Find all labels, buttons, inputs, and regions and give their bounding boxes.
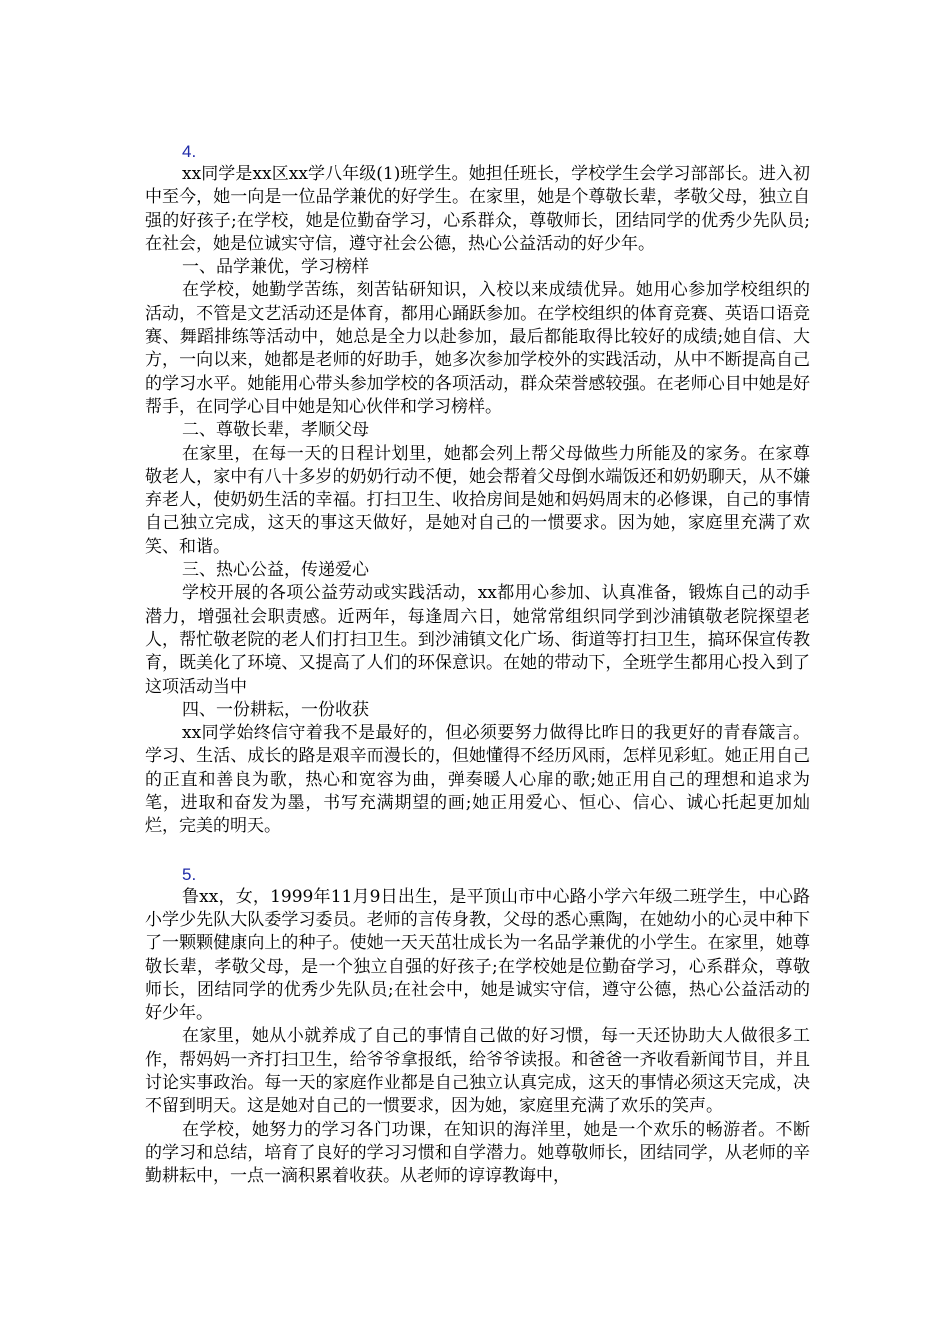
section-spacer [145,839,810,863]
paragraph: 在学校，她努力的学习各门功课，在知识的海洋里，她是一个欢乐的畅游者。不断的学习和总结，培育了良好的学习习惯和自学潜力。她尊敬师长，团结同学，从老师的辛勤耕耘中，一点一滴积累着收获。从老师的谆谆教诲中， [145,1119,810,1187]
section-number: 5. [182,864,197,884]
section-heading: 一、品学兼优，学习榜样 [182,257,369,278]
paragraph: 在家里，她从小就养成了自己的事情自己做的好习惯，每一天还协助大人做很多工作，帮妈妈一齐打扫卫生，给爷爷拿报纸，给爷爷读报。和爸爸一齐收看新闻节目，并且讨论实事政治。每一天的家庭作业都是自己独立认真完成，这天的事情必须这天完成，决不留到明天。这是她对自己的一惯要求，因为她，家庭里充满了欢乐的笑声。 [145,1026,810,1117]
section-heading: 三、热心公益，传递爱心 [182,560,369,581]
section-heading: 二、尊敬长辈，孝顺父母 [182,420,369,441]
paragraph: xx同学始终信守着我不是最好的，但必须要努力做得比昨日的我更好的青春箴言。学习、生活、成长的路是艰辛而漫长的，但她懂得不经历风雨，怎样见彩虹。她正用自己的正直和善良为歌，热心和宽容为曲，弹奏暖人心扉的歌;她正用自己的理想和追求为笔，进取和奋发为墨，书写充满期望的画;她正用爱心、恒心、信心、诚心托起更加灿烂，完美的明天。 [145,723,810,837]
paragraph: 鲁xx，女，1999年11月9日出生，是平顶山市中心路小学六年级二班学生，中心路小学少先队大队委学习委员。老师的言传身教，父母的悉心熏陶，在她幼小的心灵中种下了一颗颗健康向上的种子。使她一天天茁壮成长为一名品学兼优的小学生。在家里，她尊敬长辈，孝敬父母，是一个独立自强的好孩子;在学校她是位勤奋学习，心系群众，尊敬师长，团结同学的优秀少先队员;在社会中，她是诚实守信，遵守公德，热心公益活动的好少年。 [145,886,810,1024]
paragraph: xx同学是xx区xx学八年级(1)班学生。她担任班长，学校学生会学习部部长。进入初中至今，她一向是一位品学兼优的好学生。在家里，她是个尊敬长辈，孝敬父母，独立自强的好孩子;在学校，她是位勤奋学习，心系群众，尊敬师长，团结同学的优秀少先队员;在社会，她是位诚实守信，遵守社会公德，热心公益活动的好少年。 [145,164,810,254]
paragraph: 学校开展的各项公益劳动或实践活动，xx都用心参加、认真准备，锻炼自己的动手潜力，增强社会职责感。近两年，每逢周六日，她常常组织同学到沙浦镇敬老院探望老人，帮忙敬老院的老人们打扫卫生。到沙浦镇文化广场、街道等打扫卫生，搞环保宣传教育，既美化了环境、又提高了人们的环保意识。在她的带动下，全班学生都用心投入到了这项活动当中 [145,583,810,697]
section-heading: 四、一份耕耘，一份收获 [182,699,369,720]
paragraph: 在学校，她勤学苦练，刻苦钻研知识，入校以来成绩优异。她用心参加学校组织的活动，不管是文艺活动还是体育，都用心踊跃参加。在学校组织的体育竞赛、英语口语竞赛、舞蹈排练等活动中，她总是全力以赴参加，最后都能取得比较好的成绩;她自信、大方，一向以来，她都是老师的好助手，她多次参加学校外的实践活动，从中不断提高自己的学习水平。她能用心带头参加学校的各项活动，群众荣誉感较强。在老师心目中她是好帮手，在同学心目中她是知心伙伴和学习榜样。 [145,280,810,417]
document-body [145,140,810,1188]
section-number: 4. [182,142,197,161]
paragraph: 在家里，在每一天的日程计划里，她都会列上帮父母做些力所能及的家务。在家尊敬老人，家中有八十多岁的奶奶行动不便，她会帮着父母倒水端饭还和奶奶聊天，从不嫌弃老人，使奶奶生活的幸福。打扫卫生、收拾房间是她和妈妈周末的必修课，自己的事情自己独立完成，这天的事这天做好，是她对自己的一惯要求。因为她，家庭里充满了欢笑、和谐。 [145,443,810,557]
